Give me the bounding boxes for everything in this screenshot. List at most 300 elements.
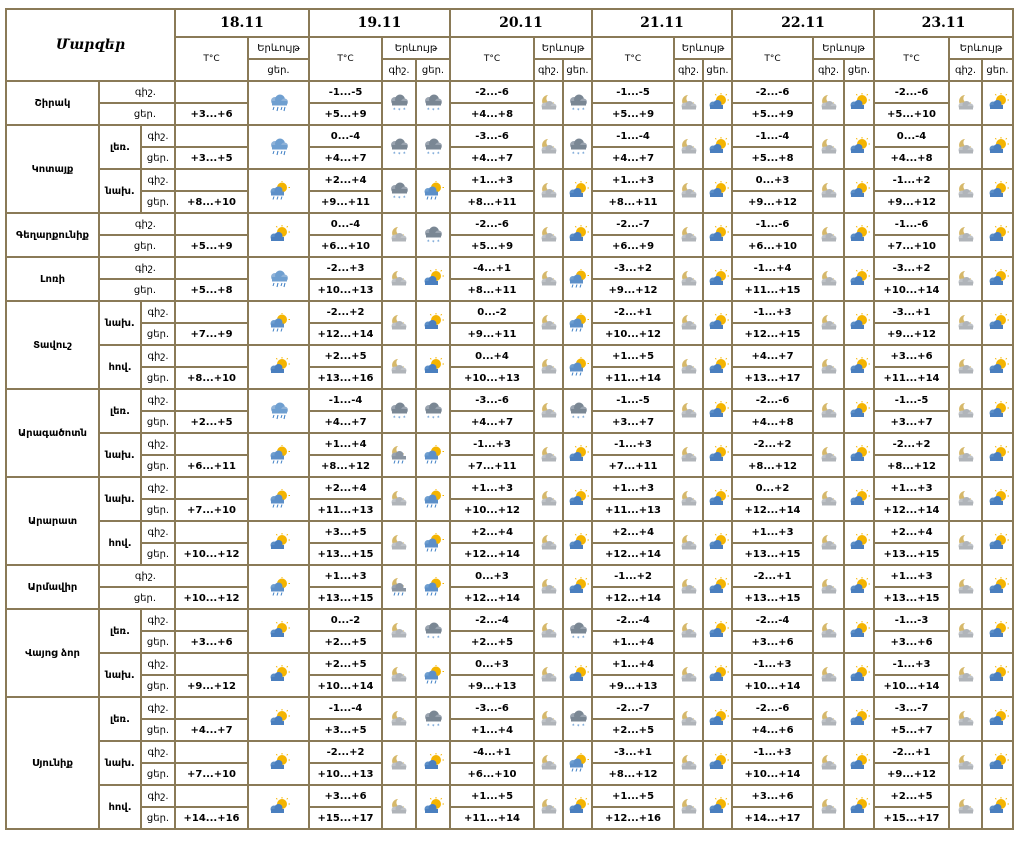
day-temp: +12...+16 — [592, 807, 674, 829]
day-temp: +13...+15 — [874, 587, 949, 609]
date-header: 23.11 — [874, 9, 1013, 37]
zone-name: լեռ. — [99, 697, 141, 741]
night-temp: +3...+6 — [874, 345, 949, 367]
day-icon-cell — [416, 609, 450, 653]
night-temp: 0...-2 — [309, 609, 382, 631]
moon-cloud-icon — [953, 489, 979, 509]
day-subheader: ցեր. — [703, 59, 732, 81]
night-temp: -1...+3 — [592, 433, 674, 455]
zone-name: լեռ. — [99, 389, 141, 433]
night-temp: +2...+5 — [309, 345, 382, 367]
day-temp: +9...+12 — [874, 763, 949, 785]
night-icon-cell — [674, 257, 703, 301]
day-temp: +8...+10 — [175, 367, 248, 389]
moon-cloud-icon — [676, 313, 702, 333]
night-icon-cell — [813, 741, 844, 785]
moon-cloud-icon — [676, 709, 702, 729]
night-temp: 0...+2 — [732, 477, 813, 499]
day-temp: +13...+15 — [732, 587, 813, 609]
night-icon-cell — [813, 609, 844, 653]
sun-cloud-icon — [266, 621, 292, 641]
night-temp: -2...-6 — [450, 81, 534, 103]
day-label: ցեր. — [141, 807, 175, 829]
phenomenon-header: Երևույթ — [813, 37, 874, 59]
day-temp: +8...+11 — [450, 191, 534, 213]
day-temp: +1...+4 — [450, 719, 534, 741]
moon-cloud-icon — [953, 445, 979, 465]
day-subheader: ցեր. — [844, 59, 874, 81]
day-temp: +8...+10 — [175, 191, 248, 213]
night-temp: -1...+3 — [450, 433, 534, 455]
moon-cloud-icon — [816, 709, 842, 729]
night-temp-cell — [175, 653, 248, 675]
day-icon-cell — [563, 125, 592, 169]
sun-cloud-icon — [420, 313, 446, 333]
night-icon-cell — [534, 521, 563, 565]
svg-text:*: * — [432, 240, 435, 245]
moon-cloud-icon — [816, 577, 842, 597]
day-icon-cell — [416, 257, 450, 301]
night-temp-cell — [175, 565, 248, 587]
day-icon-cell — [563, 565, 592, 609]
sun-cloud-icon — [420, 269, 446, 289]
moon-cloud-icon — [536, 533, 562, 553]
svg-text:*: * — [571, 151, 574, 157]
night-temp: +2...+4 — [592, 521, 674, 543]
phenomenon-header: Երևույթ — [382, 37, 450, 59]
moon-cloud-icon — [816, 93, 842, 113]
day-icon-cell — [982, 741, 1013, 785]
moon-cloud-icon — [816, 665, 842, 685]
moon-cloud-icon — [676, 181, 702, 201]
day-icon-cell — [844, 257, 874, 301]
zone-name: նախ. — [99, 477, 141, 521]
day-icon-cell — [844, 785, 874, 829]
date-header: 22.11 — [732, 9, 874, 37]
night-icon-cell — [949, 433, 982, 477]
day-icon-cell — [982, 125, 1013, 169]
day-icon-cell — [844, 301, 874, 345]
day-icon-cell — [982, 213, 1013, 257]
sun-cloud-icon — [705, 665, 731, 685]
night-temp: -2...-6 — [450, 213, 534, 235]
night-temp: -2...+2 — [874, 433, 949, 455]
zone-name: նախ. — [99, 433, 141, 477]
day-temp: +5...+9 — [175, 235, 248, 257]
day-icon-cell — [563, 477, 592, 521]
night-temp-cell — [175, 213, 248, 235]
day-temp: +10...+14 — [874, 279, 949, 301]
day-temp: +13...+15 — [874, 543, 949, 565]
moon-cloud-icon — [816, 489, 842, 509]
moon-cloud-icon — [536, 269, 562, 289]
sun-cloud-icon — [565, 181, 591, 201]
night-icon-cell — [674, 477, 703, 521]
zone-name: լեռ. — [99, 609, 141, 653]
svg-text:*: * — [576, 152, 579, 157]
day-temp: +14...+16 — [175, 807, 248, 829]
temp-header: T°C — [309, 37, 382, 81]
day-icon-cell — [416, 345, 450, 389]
night-icon-cell — [382, 609, 416, 653]
day-icon-cell — [982, 345, 1013, 389]
moon-cloud-icon — [816, 225, 842, 245]
night-label: գիշ. — [141, 741, 175, 763]
moon-cloud-icon — [816, 357, 842, 377]
night-icon-cell — [534, 741, 563, 785]
day-icon-cell — [416, 213, 450, 257]
night-icon-cell — [534, 169, 563, 213]
svg-text:*: * — [432, 724, 435, 729]
svg-text:*: * — [581, 415, 584, 421]
night-label: գիշ. — [141, 301, 175, 323]
sun-cloud-icon — [705, 401, 731, 421]
moon-cloud-icon — [816, 313, 842, 333]
day-icon-cell — [982, 257, 1013, 301]
moon-cloud-icon — [676, 797, 702, 817]
moon-cloud-icon — [536, 797, 562, 817]
day-icon-cell — [416, 125, 450, 169]
sun-cloud-icon — [846, 225, 872, 245]
day-temp: +11...+14 — [450, 807, 534, 829]
sun-cloud-rain-icon — [565, 357, 591, 377]
night-icon-cell — [813, 697, 844, 741]
night-temp: +1...+3 — [592, 169, 674, 191]
region-name: Տավուշ — [6, 301, 99, 389]
day-temp: +9...+12 — [874, 323, 949, 345]
sun-cloud-rain-icon — [565, 313, 591, 333]
day-temp: +11...+14 — [874, 367, 949, 389]
sun-cloud-rain-icon — [565, 269, 591, 289]
night-icon-cell — [674, 565, 703, 609]
night-temp-cell — [175, 301, 248, 323]
moon-cloud-icon — [536, 665, 562, 685]
night-temp: -2...-6 — [732, 81, 813, 103]
sun-cloud-icon — [985, 753, 1011, 773]
day-temp: +10...+13 — [309, 763, 382, 785]
day-temp: +10...+14 — [732, 763, 813, 785]
night-temp: +1...+4 — [309, 433, 382, 455]
night-icon-cell — [534, 389, 563, 433]
sun-cloud-icon — [985, 93, 1011, 113]
night-temp: -1...+2 — [874, 169, 949, 191]
moon-cloud-icon — [816, 181, 842, 201]
moon-cloud-icon — [386, 313, 412, 333]
day-icon-cell — [563, 785, 592, 829]
day-icon-cell — [844, 565, 874, 609]
day-temp: +4...+7 — [592, 147, 674, 169]
night-temp: +1...+5 — [592, 345, 674, 367]
sun-cloud-rain-icon — [420, 665, 446, 685]
day-temp: +7...+10 — [874, 235, 949, 257]
day-temp: +11...+14 — [592, 367, 674, 389]
day-icon-cell — [982, 169, 1013, 213]
day-label: ցեր. — [141, 675, 175, 697]
day-temp: +12...+14 — [450, 543, 534, 565]
cloud-snow-icon — [565, 93, 591, 113]
day-icon-cell — [703, 301, 732, 345]
night-icon-cell — [674, 81, 703, 125]
night-icon-cell — [813, 81, 844, 125]
region-name: Արարատ — [6, 477, 99, 565]
night-icon-cell — [674, 521, 703, 565]
night-temp: -3...-7 — [874, 697, 949, 719]
night-temp-cell — [175, 741, 248, 763]
night-temp: -2...-4 — [732, 609, 813, 631]
cloud-rain-icon — [266, 401, 292, 421]
day-icon-cell — [248, 609, 309, 653]
svg-text:*: * — [432, 416, 435, 421]
day-temp: +3...+7 — [874, 411, 949, 433]
night-temp: -1...+3 — [732, 301, 813, 323]
night-temp: 0...+3 — [450, 653, 534, 675]
night-temp: -2...+2 — [309, 741, 382, 763]
sun-cloud-rain-icon — [420, 577, 446, 597]
day-temp: +4...+7 — [450, 147, 534, 169]
night-temp: -3...-6 — [450, 389, 534, 411]
day-icon-cell — [844, 741, 874, 785]
day-temp: +10...+13 — [309, 279, 382, 301]
moon-cloud-icon — [386, 357, 412, 377]
night-temp: +1...+4 — [592, 653, 674, 675]
sun-cloud-icon — [705, 269, 731, 289]
day-temp: +15...+17 — [309, 807, 382, 829]
sun-cloud-icon — [846, 489, 872, 509]
day-icon-cell — [416, 521, 450, 565]
temp-header: T°C — [592, 37, 674, 81]
sun-cloud-icon — [705, 753, 731, 773]
sun-cloud-rain-icon — [420, 533, 446, 553]
night-icon-cell — [949, 477, 982, 521]
sun-cloud-icon — [985, 533, 1011, 553]
night-icon-cell — [534, 213, 563, 257]
sun-cloud-rain-icon — [420, 489, 446, 509]
night-icon-cell — [949, 125, 982, 169]
day-icon-cell — [844, 81, 874, 125]
night-temp: +1...+3 — [732, 521, 813, 543]
night-temp: -3...+2 — [874, 257, 949, 279]
sun-cloud-icon — [846, 753, 872, 773]
night-icon-cell — [674, 389, 703, 433]
sun-cloud-icon — [705, 577, 731, 597]
day-icon-cell — [844, 609, 874, 653]
sun-cloud-icon — [985, 709, 1011, 729]
night-label: գիշ. — [141, 697, 175, 719]
day-icon-cell — [703, 169, 732, 213]
day-icon-cell — [703, 213, 732, 257]
night-icon-cell — [534, 477, 563, 521]
day-icon-cell — [844, 345, 874, 389]
day-label: ցեր. — [99, 103, 175, 125]
sun-cloud-rain-icon — [266, 313, 292, 333]
svg-text:*: * — [427, 723, 430, 729]
day-icon-cell — [248, 81, 309, 125]
day-temp: +15...+17 — [874, 807, 949, 829]
day-icon-cell — [982, 81, 1013, 125]
night-temp: -1...-5 — [309, 81, 382, 103]
night-temp: -2...-6 — [732, 697, 813, 719]
night-temp: +2...+4 — [874, 521, 949, 543]
zone-name: նախ. — [99, 741, 141, 785]
sun-cloud-icon — [985, 269, 1011, 289]
night-temp: -1...+4 — [732, 257, 813, 279]
day-temp: +9...+12 — [874, 191, 949, 213]
night-temp-cell — [175, 125, 248, 147]
moon-cloud-icon — [816, 401, 842, 421]
night-subheader: գիշ. — [813, 59, 844, 81]
day-temp: +6...+10 — [732, 235, 813, 257]
day-subheader: ցեր. — [563, 59, 592, 81]
sun-cloud-rain-icon — [565, 753, 591, 773]
day-icon-cell — [982, 389, 1013, 433]
day-icon-cell — [982, 609, 1013, 653]
night-temp: -3...+1 — [592, 741, 674, 763]
sun-cloud-icon — [985, 621, 1011, 641]
night-temp: -1...-4 — [732, 125, 813, 147]
svg-text:*: * — [403, 415, 406, 421]
night-icon-cell — [949, 389, 982, 433]
day-icon-cell — [248, 653, 309, 697]
night-temp-cell — [175, 257, 248, 279]
night-icon-cell — [949, 81, 982, 125]
night-temp-cell — [175, 697, 248, 719]
night-label: գիշ. — [141, 477, 175, 499]
day-temp: +7...+10 — [175, 763, 248, 785]
svg-text:*: * — [437, 239, 440, 245]
sun-cloud-icon — [846, 137, 872, 157]
day-label: ցեր. — [99, 235, 175, 257]
night-temp: -1...-5 — [592, 81, 674, 103]
day-icon-cell — [416, 433, 450, 477]
day-icon-cell — [416, 697, 450, 741]
sun-cloud-icon — [985, 137, 1011, 157]
day-temp: +14...+17 — [732, 807, 813, 829]
sun-cloud-icon — [705, 621, 731, 641]
night-temp-cell — [175, 785, 248, 807]
night-temp: -2...-7 — [592, 697, 674, 719]
night-temp: -2...-4 — [450, 609, 534, 631]
cloud-snow-icon — [565, 401, 591, 421]
sun-cloud-icon — [420, 797, 446, 817]
day-temp: +3...+7 — [592, 411, 674, 433]
night-icon-cell — [813, 213, 844, 257]
night-icon-cell — [382, 301, 416, 345]
night-icon-cell — [813, 521, 844, 565]
svg-text:*: * — [576, 636, 579, 641]
night-label: գիշ. — [141, 609, 175, 631]
svg-text:*: * — [437, 415, 440, 421]
day-icon-cell — [563, 609, 592, 653]
day-temp: +3...+6 — [874, 631, 949, 653]
moon-cloud-icon — [536, 225, 562, 245]
day-icon-cell — [703, 389, 732, 433]
night-temp: -1...-6 — [732, 213, 813, 235]
moon-cloud-icon — [676, 225, 702, 245]
day-icon-cell — [416, 81, 450, 125]
day-icon-cell — [844, 389, 874, 433]
night-temp: +1...+3 — [450, 169, 534, 191]
day-temp: +4...+8 — [732, 411, 813, 433]
day-icon-cell — [703, 697, 732, 741]
day-temp: +12...+14 — [732, 499, 813, 521]
night-icon-cell — [674, 433, 703, 477]
svg-text:*: * — [398, 196, 401, 201]
night-icon-cell — [382, 521, 416, 565]
day-temp: +7...+10 — [175, 499, 248, 521]
night-subheader: գիշ. — [674, 59, 703, 81]
moon-cloud-icon — [816, 753, 842, 773]
moon-cloud-icon — [676, 621, 702, 641]
night-temp: -2...+3 — [309, 257, 382, 279]
sun-cloud-icon — [985, 357, 1011, 377]
moon-cloud-icon — [536, 313, 562, 333]
night-temp: -1...+3 — [732, 741, 813, 763]
night-temp: -4...+1 — [450, 257, 534, 279]
day-icon-cell — [703, 741, 732, 785]
svg-text:*: * — [398, 108, 401, 113]
moon-cloud-icon — [536, 357, 562, 377]
moon-cloud-icon — [953, 401, 979, 421]
night-icon-cell — [813, 257, 844, 301]
cloud-rain-icon — [266, 93, 292, 113]
night-icon-cell — [674, 697, 703, 741]
sun-cloud-icon — [266, 533, 292, 553]
day-icon-cell — [563, 213, 592, 257]
day-icon-cell — [844, 697, 874, 741]
day-icon-cell — [982, 565, 1013, 609]
day-icon-cell — [982, 521, 1013, 565]
night-temp: -1...-5 — [592, 389, 674, 411]
day-label: ցեր. — [141, 147, 175, 169]
day-temp: +2...+5 — [309, 631, 382, 653]
day-icon-cell — [416, 565, 450, 609]
moon-cloud-icon — [386, 489, 412, 509]
day-icon-cell — [563, 741, 592, 785]
sun-cloud-rain-icon — [266, 181, 292, 201]
day-icon-cell — [563, 521, 592, 565]
cloud-snow-icon — [565, 621, 591, 641]
moon-cloud-icon — [536, 181, 562, 201]
night-icon-cell — [813, 565, 844, 609]
svg-text:*: * — [581, 635, 584, 641]
sun-cloud-rain-icon — [420, 445, 446, 465]
night-icon-cell — [949, 609, 982, 653]
temp-header: T°C — [450, 37, 534, 81]
day-subheader: ցեր. — [416, 59, 450, 81]
night-temp: +1...+5 — [592, 785, 674, 807]
day-temp: +4...+7 — [309, 147, 382, 169]
night-icon-cell — [813, 301, 844, 345]
sun-cloud-icon — [846, 533, 872, 553]
day-icon-cell — [703, 653, 732, 697]
svg-text:*: * — [432, 108, 435, 113]
svg-text:*: * — [571, 723, 574, 729]
night-temp: -2...-6 — [732, 389, 813, 411]
night-temp: +1...+3 — [592, 477, 674, 499]
day-icon-cell — [703, 345, 732, 389]
day-temp: +6...+10 — [309, 235, 382, 257]
cloud-snow-icon — [420, 225, 446, 245]
day-temp: +11...+13 — [592, 499, 674, 521]
night-icon-cell — [534, 433, 563, 477]
moon-cloud-icon — [953, 621, 979, 641]
day-temp: +6...+9 — [592, 235, 674, 257]
day-temp: +5...+7 — [874, 719, 949, 741]
svg-text:*: * — [571, 635, 574, 641]
night-label: գիշ. — [99, 81, 175, 103]
date-header: 19.11 — [309, 9, 450, 37]
moon-cloud-icon — [536, 489, 562, 509]
